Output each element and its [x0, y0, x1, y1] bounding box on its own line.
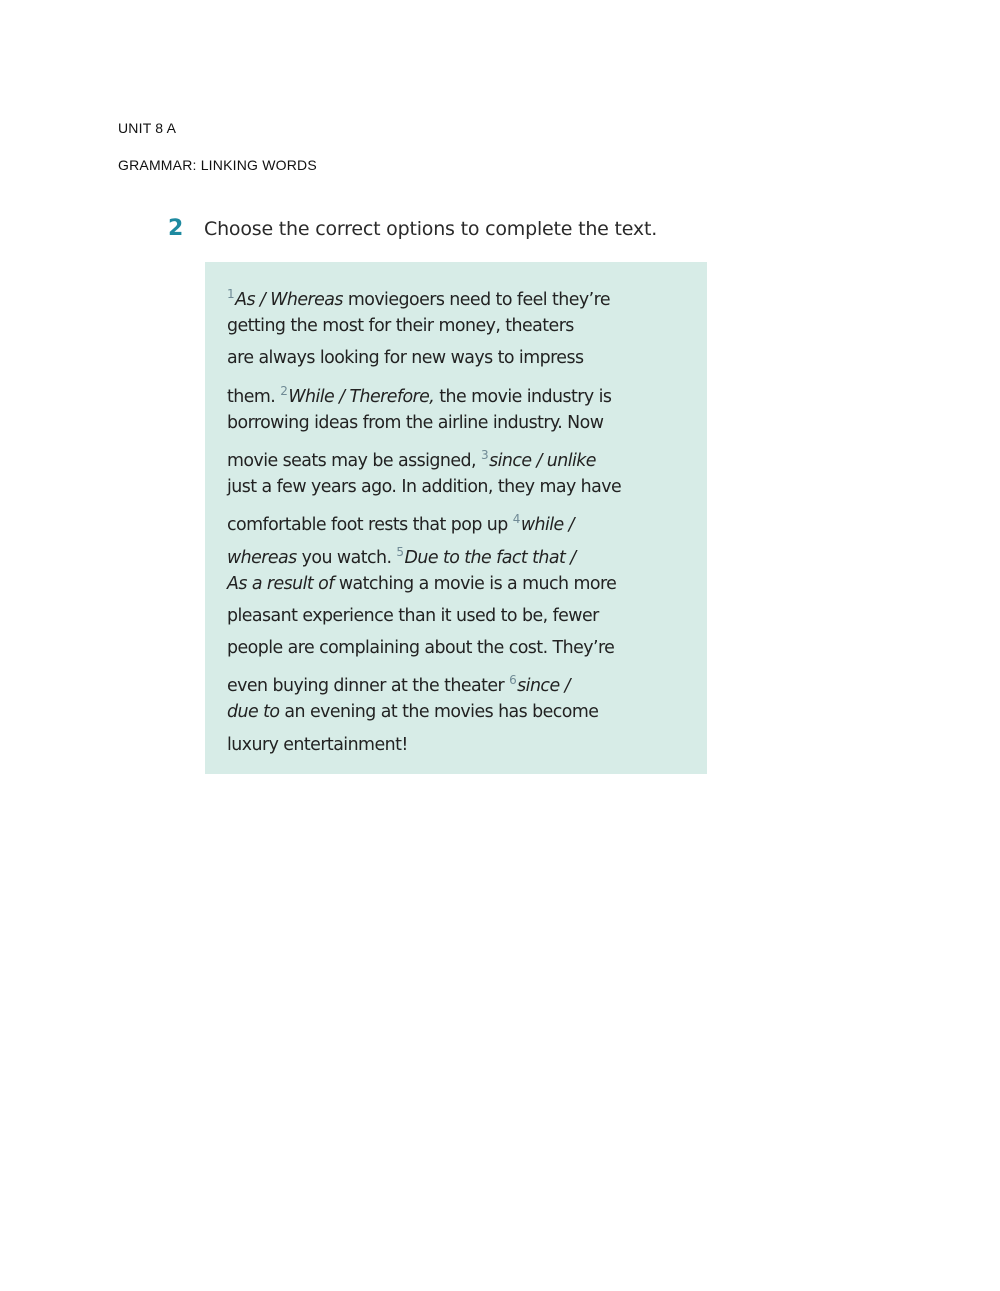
option-pair-4-part-1[interactable]: while /: [520, 515, 574, 536]
gap-number-2: 2: [280, 383, 288, 398]
text-line-1: [227, 278, 697, 310]
option-pair-5-part-2[interactable]: As a result of: [227, 573, 334, 594]
gap-number-6: 6: [509, 673, 517, 688]
exercise-instruction: Choose the correct options to complete the text.: [204, 218, 658, 240]
text-line-12: [227, 632, 697, 664]
option-pair-3[interactable]: since / unlike: [489, 450, 596, 471]
text-line-14: [227, 696, 697, 728]
text-segment: movie seats may be assigned,: [227, 450, 481, 471]
option-pair-6-part-1[interactable]: since /: [517, 676, 570, 697]
text-line-3: [227, 342, 697, 374]
grammar-topic: GRAMMAR: LINKING WORDS: [118, 157, 317, 173]
text-line-5: [227, 407, 697, 439]
text-segment: moviegoers need to feel they’re: [342, 290, 610, 310]
text-line-10: [227, 568, 697, 600]
text-segment: people are complaining about the cost. They’re: [227, 638, 615, 659]
text-line-13: [227, 664, 697, 696]
text-segment: just a few years ago. In addition, they may have: [227, 477, 622, 498]
text-segment: are always looking for new ways to impress: [227, 348, 584, 369]
text-line-2: [227, 310, 697, 342]
text-segment: them.: [227, 386, 281, 407]
text-segment: you watch.: [296, 547, 397, 568]
option-pair-2[interactable]: While / Therefore,: [288, 386, 435, 407]
text-segment: the movie industry is: [434, 386, 612, 407]
text-line-9: [227, 536, 697, 568]
text-line-11: [227, 600, 697, 632]
gap-number-5: 5: [396, 544, 404, 559]
text-segment: an evening at the movies has become: [279, 702, 599, 723]
option-pair-6-part-2[interactable]: due to: [227, 702, 280, 723]
option-pair-5-part-1[interactable]: Due to the fact that /: [404, 547, 576, 568]
text-line-6: [227, 439, 697, 471]
text-segment: pleasant experience than it used to be, fewer: [227, 605, 599, 626]
text-segment: luxury entertainment!: [227, 734, 408, 755]
text-segment: watching a movie is a much more: [333, 573, 617, 594]
text-line-15: [227, 729, 697, 761]
gap-number-3: 3: [480, 447, 489, 462]
option-pair-1[interactable]: As / Whereas: [235, 290, 343, 310]
text-segment: even buying dinner at the theater: [227, 676, 510, 697]
text-segment: borrowing ideas from the airline industry. Now: [227, 412, 604, 433]
text-segment: getting the most for their money, theaters: [227, 316, 574, 337]
text-segment: comfortable foot rests that pop up: [227, 515, 513, 536]
exercise-heading: [168, 216, 657, 241]
gap-number-4: 4: [512, 512, 520, 527]
unit-title: UNIT 8 A: [118, 120, 177, 136]
option-pair-4-part-2[interactable]: whereas: [227, 547, 297, 568]
exercise-text-box: [205, 262, 707, 774]
exercise-number: 2: [168, 216, 184, 241]
text-line-8: [227, 503, 697, 535]
text-line-7: [227, 471, 697, 503]
gap-number-1: 1: [227, 287, 235, 301]
text-line-4: [227, 375, 697, 407]
